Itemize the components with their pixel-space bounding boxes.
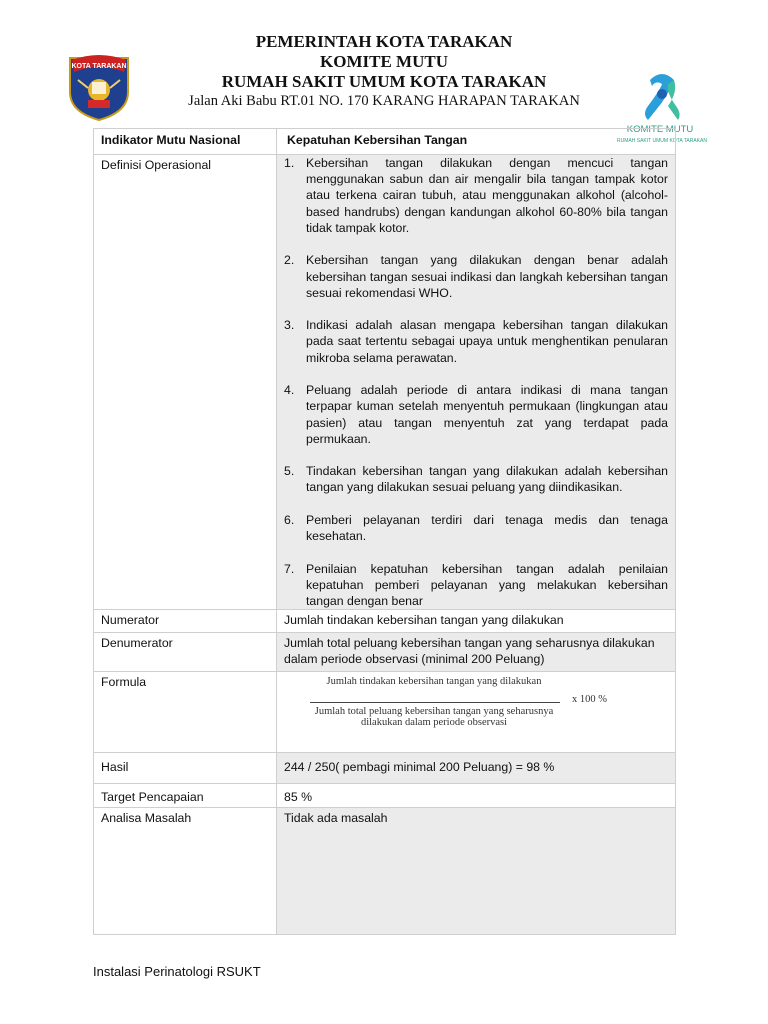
definition-number: 4.	[284, 383, 295, 398]
definition-item	[284, 561, 668, 610]
definition-text: Peluang adalah periode di antara indikasi di mana tangan terpapar kuman setelah menyentuh permukaan (lingkungan atau pasien) atau tangan menyentuh zat yang terdapat pada permukaan.	[306, 383, 668, 446]
definition-list	[284, 155, 668, 609]
letterhead-address: Jalan Aki Babu RT.01 NO. 170 KARANG HARAPAN TARAKAN	[188, 93, 580, 109]
formula-numerator: Jumlah tindakan kebersihan tangan yang dilakukan	[326, 676, 542, 688]
definition-item	[284, 317, 668, 366]
definition-number: 7.	[284, 561, 295, 576]
definition-number: 6.	[284, 512, 295, 527]
header-value: Kepatuhan Kebersihan Tangan	[277, 129, 676, 155]
target-value: 85 %	[277, 784, 676, 808]
definition-text: Kebersihan tangan dilakukan dengan mencuci tangan menggunakan sabun dan air mengalir bila tangan tampak kotor atau terkena cairan tubuh, atau menggunakan alkohol (alcohol-based handrubs) dengan kandungan alkohol 60-80% bila tangan tidak tampak kotor.	[306, 156, 668, 235]
denumerator-label: Denumerator	[94, 633, 277, 672]
definition-number: 1.	[284, 156, 295, 170]
definition-item	[284, 463, 668, 495]
letterhead-line-1: PEMERINTAH KOTA TARAKAN	[255, 32, 513, 51]
table-header-row	[94, 129, 676, 155]
definition-number: 5.	[284, 464, 295, 479]
header-label: Indikator Mutu Nasional	[94, 129, 277, 155]
definition-text: Indikasi adalah alasan mengapa kebersihan tangan dilakukan pada saat tertentu sebagai upaya untuk menghentikan penularan mikroba selama perawatan.	[306, 318, 668, 365]
formula-image	[284, 674, 668, 746]
letterhead-line-3: RUMAH SAKIT UMUM KOTA TARAKAN	[221, 72, 547, 91]
logo-subtitle: RUMAH SAKIT UMUM KOTA TARAKAN	[617, 138, 707, 144]
denumerator-value: Jumlah total peluang kebersihan tangan yang seharusnya dilakukan dalam periode observasi (minimal 200 Peluang)	[277, 633, 676, 672]
numerator-label: Numerator	[94, 610, 277, 633]
analisa-label: Analisa Masalah	[94, 808, 277, 935]
definition-item	[284, 512, 668, 544]
definition-item	[284, 252, 668, 301]
footer-text: Instalasi Perinatologi RSUKT	[93, 964, 261, 979]
city-crest-icon	[66, 52, 132, 122]
target-label: Target Pencapaian	[94, 784, 277, 808]
formula-cell	[277, 672, 676, 753]
formula-divider	[310, 702, 560, 703]
numerator-row	[94, 610, 676, 633]
definition-number: 2.	[284, 253, 295, 268]
letterhead-line-2: KOMITE MUTU	[320, 52, 448, 71]
svg-text:KOTA TARAKAN: KOTA TARAKAN	[71, 63, 127, 70]
target-row	[94, 784, 676, 808]
logo-title: KOMITE MUTU	[626, 124, 694, 135]
formula-label: Formula	[94, 672, 277, 753]
definition-item	[284, 382, 668, 447]
analisa-value: Tidak ada masalah	[277, 808, 676, 935]
hasil-value: 244 / 250( pembagi minimal 200 Peluang) = 98 %	[277, 753, 676, 784]
formula-row	[94, 672, 676, 753]
definition-list-cell	[277, 155, 676, 610]
definition-item	[284, 155, 668, 236]
definition-text: Kebersihan tangan yang dilakukan dengan benar adalah kebersihan tangan sesuai indikasi dan langkah kebersihan tangan sesuai rekomendasi WHO.	[306, 253, 668, 300]
formula-multiplier: x 100 %	[572, 694, 607, 706]
numerator-value: Jumlah tindakan kebersihan tangan yang dilakukan	[277, 610, 676, 633]
ribbon-logo-icon	[645, 74, 680, 120]
definition-label: Definisi Operasional	[94, 155, 277, 610]
definition-text: Pemberi pelayanan terdiri dari tenaga medis dan tenaga kesehatan.	[306, 512, 668, 544]
analisa-row	[94, 808, 676, 935]
hasil-label: Hasil	[94, 753, 277, 784]
definition-row	[94, 155, 676, 610]
denumerator-row	[94, 633, 676, 672]
formula-denominator: Jumlah total peluang kebersihan tangan yang seharusnya dilakukan dalam periode observasi	[314, 706, 554, 729]
definition-text: Tindakan kebersihan tangan yang dilakukan adalah kebersihan tangan yang dilakukan sesuai peluang yang diindikasikan.	[306, 464, 668, 495]
indicator-table	[93, 128, 676, 935]
definition-number: 3.	[284, 318, 295, 333]
definition-text: Penilaian kepatuhan kebersihan tangan adalah penilaian kepatuhan pemberi pelayanan yang melakukan kebersihan tangan dengan benar	[306, 561, 668, 609]
hasil-row	[94, 753, 676, 784]
